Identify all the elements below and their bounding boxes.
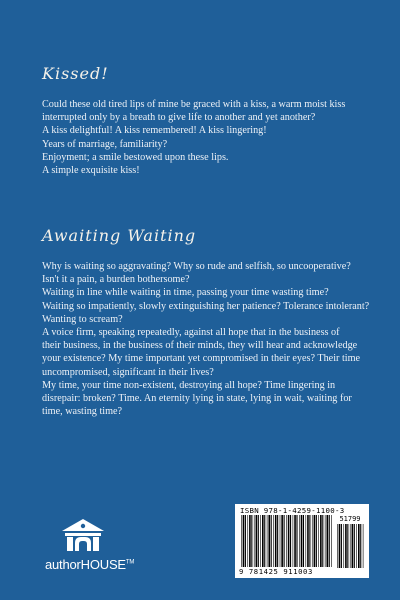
barcode-bar <box>337 524 338 568</box>
barcode-bar <box>251 515 252 567</box>
barcode-bar <box>299 515 300 567</box>
barcode-bar <box>352 524 354 568</box>
barcode-bar <box>268 515 270 567</box>
barcode-bar <box>277 515 278 567</box>
barcode-bar <box>258 515 259 567</box>
barcode-ean-digits: 9 781425 911003 <box>239 567 313 576</box>
barcode-bar <box>290 515 291 567</box>
poem-line: Isn't it a pain, a burden bothersome? <box>42 274 190 286</box>
barcode-bar <box>245 515 246 567</box>
barcode-bar <box>267 515 268 567</box>
poem-body-kissed <box>42 98 372 177</box>
barcode-bar <box>312 515 313 567</box>
barcode-bar <box>347 524 348 568</box>
poem-line: A kiss delightful! A kiss remembered! A kiss lingering! <box>42 125 267 137</box>
barcode-addon-digits: 51799 <box>339 515 361 523</box>
barcode-bar <box>256 515 258 567</box>
barcode-bar <box>254 515 255 567</box>
barcode-bar <box>303 515 304 567</box>
poem-line: your existence? My time important yet compromised in their eyes? Their time <box>42 353 361 365</box>
poem-line: Waiting so impatiently, slowly extinguishing her patience? Tolerance intolerant? <box>42 300 370 312</box>
authorhouse-logo-icon <box>60 517 106 553</box>
poem-line: Enjoyment; a smile bestowed upon these lips. <box>42 151 229 163</box>
barcode-bars <box>241 515 333 567</box>
barcode-bar <box>331 515 332 567</box>
barcode-bar <box>284 515 285 567</box>
barcode-bar <box>320 515 322 567</box>
barcode-bar <box>280 515 281 567</box>
barcode-bar <box>360 524 361 568</box>
poem-line: My time, your time non-existent, destroying all hope? Time lingering in <box>42 379 336 391</box>
barcode-bar <box>273 515 274 567</box>
barcode-bar <box>241 515 242 567</box>
barcode-bar <box>264 515 265 567</box>
publisher-logo-text: authorHOUSE™ <box>45 557 135 572</box>
barcode-bar <box>343 524 344 568</box>
poem-line: time, wasting time? <box>42 406 123 418</box>
barcode-bar <box>341 524 342 568</box>
barcode-bar <box>294 515 296 567</box>
barcode-bar <box>247 515 248 567</box>
barcode-bar <box>296 515 297 567</box>
poem-line: A simple exquisite kiss! <box>42 165 140 177</box>
barcode-addon-bars <box>337 524 365 568</box>
barcode-bar <box>322 515 323 567</box>
isbn-barcode <box>235 504 369 578</box>
barcode-bar <box>293 515 294 567</box>
barcode-bar <box>260 515 261 567</box>
barcode-bar <box>307 515 309 567</box>
barcode-bar <box>356 524 357 568</box>
barcode-bar <box>288 515 290 567</box>
barcode-bar <box>339 524 341 568</box>
poem-line: Waiting in line while waiting in time, passing your time wasting time? <box>42 287 329 299</box>
barcode-bar <box>345 524 347 568</box>
barcode-bar <box>318 515 319 567</box>
poem-line: uncompromised, significant in their lives? <box>42 366 214 378</box>
poem-line: Years of marriage, familiarity? <box>42 138 168 150</box>
isbn-label: ISBN 978-1-4259-1100-3 <box>240 506 345 515</box>
poem-line: Could these old tired lips of mine be graced with a kiss, a warm moist kiss <box>42 99 346 110</box>
barcode-bar <box>363 524 364 568</box>
barcode-bar <box>354 524 355 568</box>
poem-line: disrepair: broken? Time. An eternity lying in state, lying in wait, waiting for <box>42 393 352 405</box>
barcode-bar <box>316 515 317 567</box>
barcode-bar <box>325 515 326 567</box>
poem-line: their business, in the business of their minds, they will hear and acknowledge <box>42 340 358 352</box>
poem-title-kissed: Kissed! <box>42 64 109 83</box>
poem-body-awaiting-waiting <box>42 260 372 418</box>
poem-line: interrupted only by a breath to give life to another and yet another? <box>42 112 316 124</box>
barcode-bar <box>358 524 360 568</box>
poem-line: Why is waiting so aggravating? Why so rude and selfish, so uncooperative? <box>42 261 351 272</box>
barcode-bar <box>281 515 283 567</box>
poem-line: A voice firm, speaking repeatedly, against all hope that in the business of <box>42 327 340 339</box>
poem-title-awaiting-waiting: Awaiting Waiting <box>42 226 197 245</box>
barcode-bar <box>301 515 303 567</box>
barcode-bar <box>314 515 316 567</box>
barcode-bar <box>286 515 287 567</box>
barcode-bar <box>249 515 251 567</box>
barcode-bar <box>350 524 351 568</box>
barcode-bar <box>329 515 330 567</box>
barcode-bar <box>309 515 310 567</box>
barcode-bar <box>275 515 277 567</box>
barcode-bar <box>262 515 264 567</box>
barcode-bar <box>271 515 272 567</box>
barcode-bar <box>243 515 245 567</box>
poem-line: Wanting to scream? <box>42 313 123 325</box>
barcode-bar <box>306 515 307 567</box>
barcode-bar <box>327 515 329 567</box>
